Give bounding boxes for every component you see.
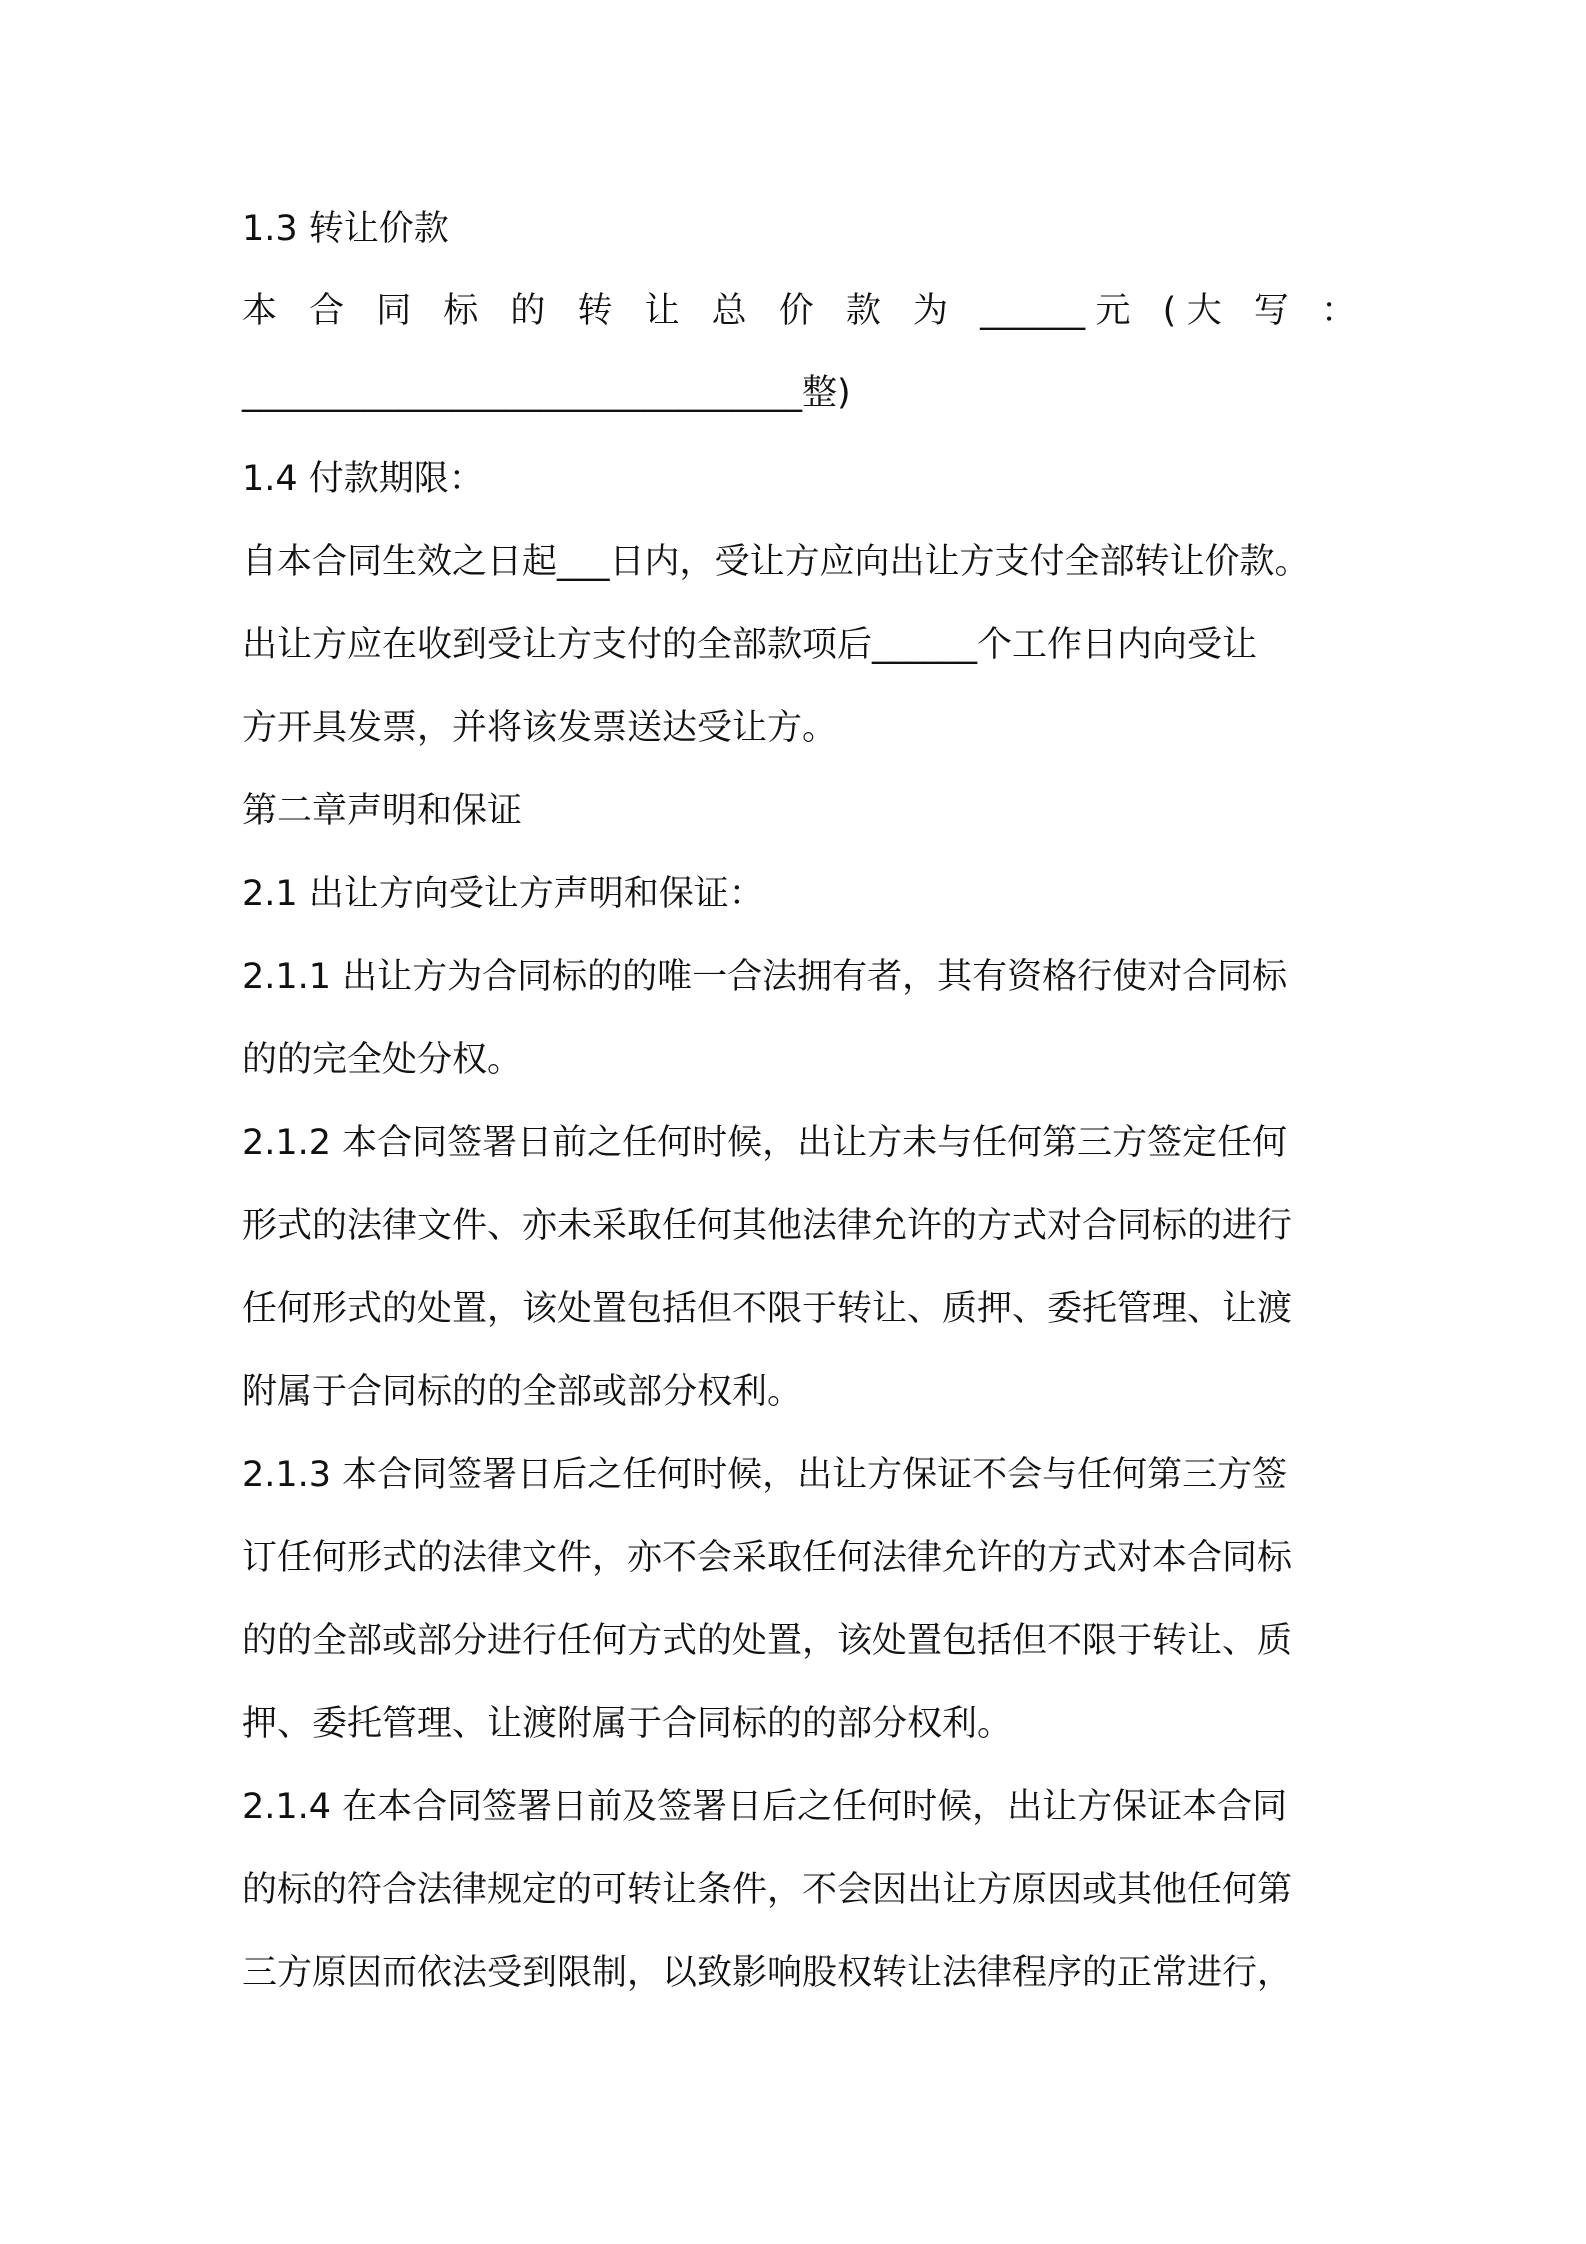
clause-2-1-4-line: 的标的符合法律规定的可转让条件，不会因出让方原因或其他任何第 [242, 1870, 1293, 1910]
transfer-price-line: 本 合 同 标 的 转 让 总 价 款 为 ______元 (大 写 ： [242, 291, 1356, 331]
clause-2-1-1-line: 2.1.1 出让方为合同标的的唯一合法拥有者，其有资格行使对合同标 [242, 957, 1288, 997]
transfer-price-line-continued: ________________________________整) [242, 373, 851, 413]
clause-2-1-3-line: 押、委托管理、让渡附属于合同标的的部分权利。 [242, 1704, 1013, 1744]
section-heading-1-4: 1.4 付款期限： [242, 459, 484, 499]
clause-2-1-3-line: 2.1.3 本合同签署日后之任何时候，出让方保证不会与任何第三方签 [242, 1455, 1288, 1495]
clause-2-1-4-line: 三方原因而依法受到限制，以致影响股权转让法律程序的正常进行， [242, 1953, 1293, 1993]
clause-2-1-2-line: 任何形式的处置，该处置包括但不限于转让、质押、委托管理、让渡 [242, 1289, 1293, 1329]
section-heading-2-1: 2.1 出让方向受让方声明和保证： [242, 874, 764, 914]
invoice-paragraph-line: 方开具发票，并将该发票送达受让方。 [242, 708, 838, 748]
clause-2-1-3-line: 的的全部或部分进行任何方式的处置，该处置包括但不限于转让、质 [242, 1621, 1293, 1661]
clause-2-1-2-line: 2.1.2 本合同签署日前之任何时候，出让方未与任何第三方签定任何 [242, 1123, 1288, 1163]
chapter-heading-2: 第二章声明和保证 [242, 791, 523, 831]
invoice-paragraph-line: 出让方应在收到受让方支付的全部款项后______个工作日内向受让 [242, 625, 1258, 665]
clause-2-1-2-line: 附属于合同标的的全部或部分权利。 [242, 1372, 803, 1412]
payment-term-paragraph-line: 自本合同生效之日起___日内，受让方应向出让方支付全部转让价款。 [242, 542, 1310, 582]
clause-2-1-3-line: 订任何形式的法律文件，亦不会采取任何法律允许的方式对本合同标 [242, 1538, 1293, 1578]
clause-2-1-4-line: 2.1.4 在本合同签署日前及签署日后之任何时候，出让方保证本合同 [242, 1787, 1288, 1827]
clause-2-1-1-line: 的的完全处分权。 [242, 1040, 523, 1080]
section-heading-1-3: 1.3 转让价款 [242, 209, 449, 249]
clause-2-1-2-line: 形式的法律文件、亦未采取任何其他法律允许的方式对合同标的进行 [242, 1206, 1293, 1246]
